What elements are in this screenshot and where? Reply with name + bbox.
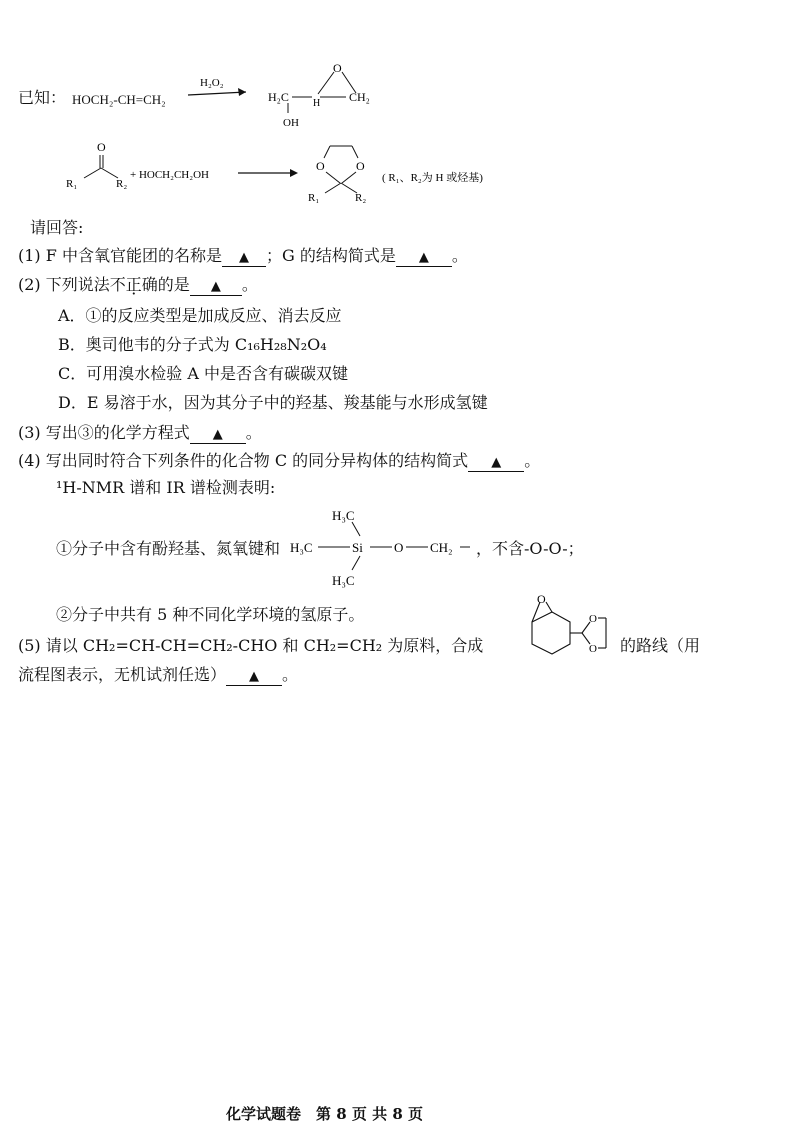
page-footer: 化学试题卷 第 8 页 共 8 页 xyxy=(226,1105,423,1123)
q4-condition-1-post: ，不含-O-O-； xyxy=(476,539,584,558)
dioxolane-bond-left-bottom xyxy=(326,172,340,183)
q2-end: 。 xyxy=(241,275,258,294)
q5-line-2 xyxy=(18,665,298,686)
q5-line-2-text: 流程图表示，无机试剂任选） xyxy=(18,665,227,684)
si-atom: Si xyxy=(352,540,363,555)
cyclohexane-ring xyxy=(532,612,570,654)
q2-number: (2) xyxy=(18,275,41,294)
epoxide-o: O xyxy=(333,61,342,75)
ketone-r2: R₂ xyxy=(116,178,128,190)
product-oh: OH xyxy=(283,117,299,129)
q3-number: (3) xyxy=(18,423,41,442)
ketone-bond-r2 xyxy=(101,168,118,178)
q2-option-d: D．E 易溶于水，因为其分子中的羟基、羧基能与水形成氢键 xyxy=(58,393,488,412)
q1-blank-1[interactable]: ▲ xyxy=(222,250,266,267)
q3-blank[interactable]: ▲ xyxy=(190,427,246,444)
q4-number: (4) xyxy=(18,451,41,470)
q2-option-c: C．可用溴水检验 A 中是否含有碳碳双键 xyxy=(58,364,348,383)
q3-end: 。 xyxy=(245,423,262,442)
q4-condition-1-pre: ①分子中含有酚羟基、氮氧键和 xyxy=(56,539,281,558)
si-h3c-left: H₃C xyxy=(290,540,313,555)
si-bond-bottom xyxy=(352,556,360,570)
q5-text-after: 的路线（用 xyxy=(620,636,701,655)
dioxolane-bond-left-top xyxy=(324,146,330,158)
known-reactant-allyl-alcohol: HOCH₂-CH=CH₂ xyxy=(72,92,166,107)
q2-text-pre: 下列说法 xyxy=(45,275,110,294)
q4-nmr-note: ¹H-NMR 谱和 IR 谱检测表明: xyxy=(56,478,276,497)
question-1 xyxy=(18,246,468,267)
ether-ch2: CH₂ xyxy=(430,540,453,555)
q4-end: 。 xyxy=(524,451,541,470)
q5-blank[interactable]: ▲ xyxy=(226,669,282,686)
target-molecule-structure xyxy=(510,590,620,670)
q4-blank[interactable]: ▲ xyxy=(468,455,524,472)
prompt-text: 请回答: xyxy=(30,218,84,237)
si-h3c-top: H₃C xyxy=(332,508,355,523)
q2-option-a: A．①的反应类型是加成反应、消去反应 xyxy=(58,306,342,325)
q2-text-post: 的是 xyxy=(157,275,190,294)
ketone-r1: R₁ xyxy=(66,178,78,190)
dioxolane-bond-r1 xyxy=(325,183,341,193)
epoxide-bond-b xyxy=(546,602,552,612)
q4-condition-2: ②分子中共有 5 种不同化学环境的氢原子。 xyxy=(56,605,365,624)
q3-text: 写出③的化学方程式 xyxy=(45,423,190,442)
target-acetal-o-top: O xyxy=(589,613,597,625)
q5-end: 。 xyxy=(282,665,299,684)
q2-blank[interactable]: ▲ xyxy=(190,279,242,296)
ether-o: O xyxy=(394,540,404,555)
reagent-ethylene-glycol: + HOCH₂CH₂OH xyxy=(130,169,209,181)
q5-text: 请以 CH₂=CH-CH=CH₂-CHO 和 CH₂=CH₂ 为原料，合成 xyxy=(45,636,484,655)
target-epoxide-o: O xyxy=(537,592,546,606)
target-acetal-o-bottom: O xyxy=(589,643,597,655)
q4-text: 写出同时符合下列条件的化合物 C 的同分异构体的结构简式 xyxy=(45,451,469,470)
si-h3c-bottom: H₃C xyxy=(332,573,355,588)
question-5 xyxy=(18,636,483,656)
reaction-arrow-1 xyxy=(188,92,246,95)
question-4 xyxy=(18,451,540,472)
reaction-arrow-2-head xyxy=(290,169,298,177)
known-label: 已知： xyxy=(18,88,67,107)
dioxolane-bond-right-bottom xyxy=(342,172,356,183)
dioxolane-r2: R₂ xyxy=(355,192,367,204)
si-bond-top xyxy=(352,522,360,536)
q1-blank-2[interactable]: ▲ xyxy=(396,250,452,267)
dioxolane-o-left: O xyxy=(316,159,325,173)
ketone-bond-r1 xyxy=(84,168,101,178)
known-reactions-diagram xyxy=(0,0,800,230)
reaction-arrow-1-head xyxy=(238,88,246,96)
product-h2c: H₂C xyxy=(268,90,289,104)
q5-number: (5) xyxy=(18,636,41,655)
epoxide-bond-left xyxy=(318,72,334,94)
product-ch2: CH₂ xyxy=(349,90,370,104)
dioxolane-o-right: O xyxy=(356,159,365,173)
q1-end: 。 xyxy=(451,246,468,265)
q1-text-2: ；G 的结构简式是 xyxy=(265,246,396,265)
product-h: H xyxy=(313,98,321,109)
q1-text-1: F 中含氧官能团的名称是 xyxy=(45,246,222,265)
reagent-h2o2: H₂O₂ xyxy=(200,77,224,89)
dioxolane-r1: R₁ xyxy=(308,192,320,204)
question-3 xyxy=(18,423,262,444)
question-2 xyxy=(18,275,258,296)
q2-option-b: B．奥司他韦的分子式为 C₁₆H₂₈N₂O₄ xyxy=(58,335,327,354)
q1-number: (1) xyxy=(18,246,41,265)
ketone-o: O xyxy=(97,140,106,154)
known-note: ( R₁、R₂为 H 或烃基) xyxy=(382,172,483,184)
dioxolane-bond-right-top xyxy=(352,146,358,158)
q2-text-emphasis: 不正确 xyxy=(109,275,158,294)
